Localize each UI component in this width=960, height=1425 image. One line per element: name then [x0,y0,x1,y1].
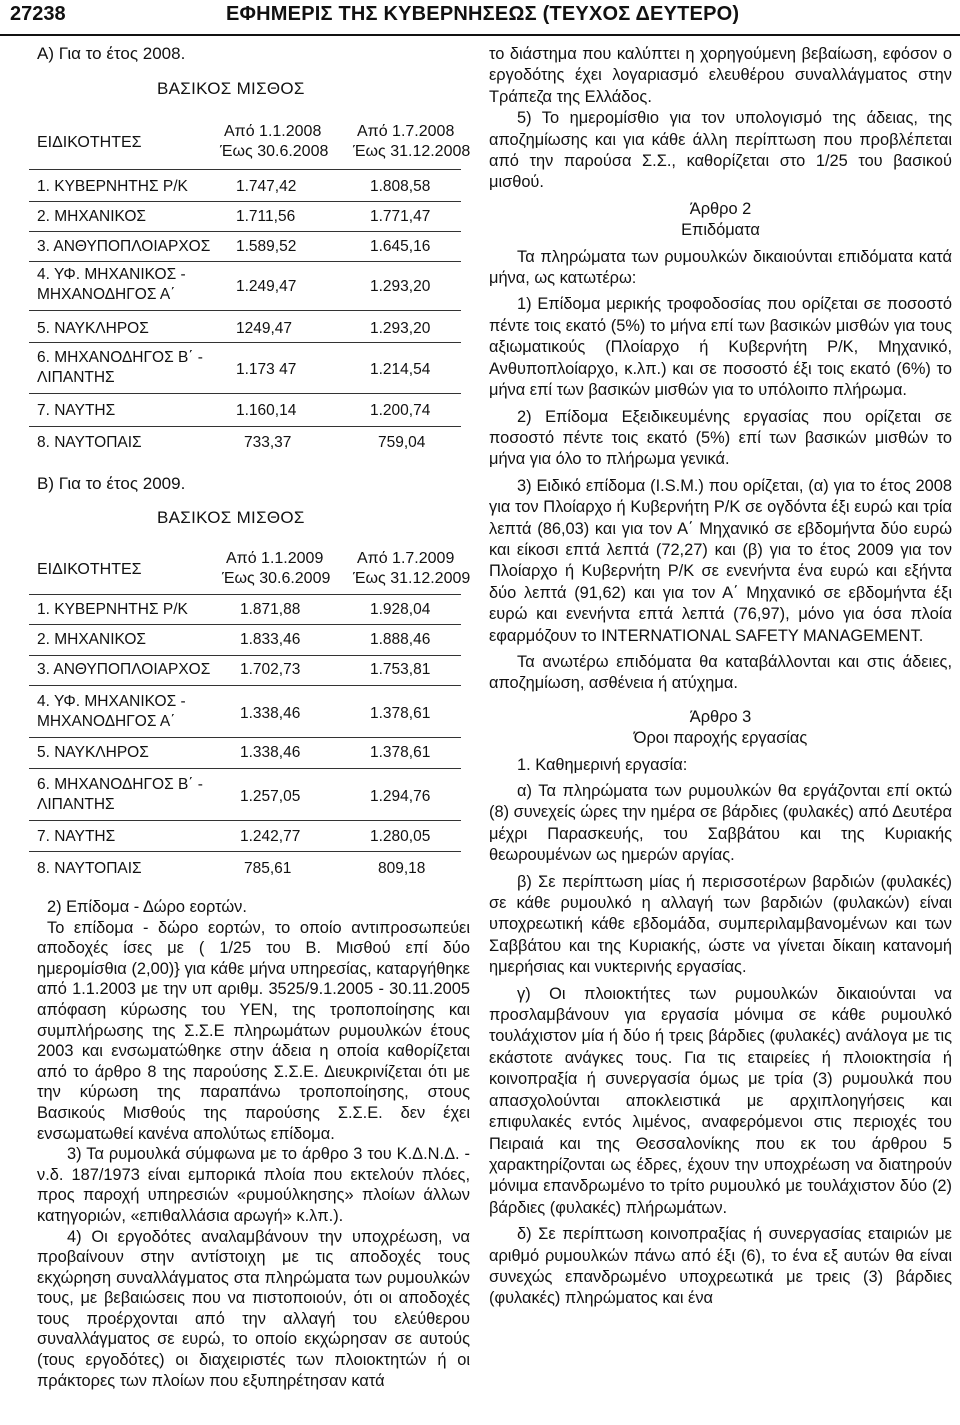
row-value-h2: 1.771,47 [370,208,431,225]
row-specialty: 6. ΜΗΧΑΝΟΔΗΓΟΣ Β΄ - [37,349,203,366]
row-value-h2: 809,18 [378,860,426,877]
row-specialty: 1. ΚΥΒΕΡΝΗΤΗΣ Ρ/Κ [37,601,188,618]
section-a-col1-from: Από 1.1.2008 [224,123,322,140]
row-specialty: 8. ΝΑΥΤΟΠΑΙΣ [37,434,142,451]
gazette-title: ΕΦΗΜΕΡΙΣ ΤΗΣ ΚΥΒΕΡΝΗΣΕΩΣ (ΤΕΥΧΟΣ ΔΕΥΤΕΡΟ) [226,3,740,25]
article-2-item-3: 3) Ειδικό επίδομα (I.S.M.) που ορίζεται, (α) για το έτος 2008 για τον Πλοίαρχο ή Κυβερνήτη Ρ/Κ σε ογδόντα έξι ευρώ και τρία λεπτά (86,03) και για τον Α΄ Μηχανικό σε εβδομήντα δύο ευρώ και είκοσι επτά λεπτά (72,27) και (β) για το έτος 2009 για τον Πλοίαρχο ή Κυβερνήτη Ρ/Κ σε ενενήντα ένα ευρώ και εξήντα δύο λεπτά (91,62) και για τον Α΄ Μηχανικό σε εβδομήντα έξι ευρώ και ενενήντα επτά λεπτά (76,97), μόνο για όσα πλοία εφαρμόζουν το INTERNATIONAL SAFETY MANAGEMENT. [489,476,952,645]
row-value-h2: 759,04 [378,434,426,451]
daily-wage-paragraph: 5) Το ημερομίσθιο για τον υπολογισμό της άδειας, της αποζημίωσης και για κάθε άλλη περίπτωση που προβλέπεται από την παρούσα Σ.Σ., καθορίζεται στο 1/25 του βασικού μισθού. [489,109,952,192]
article-3-subtitle: Όροι παροχής εργασίας [633,729,808,748]
row-specialty: 5. ΝΑΥΚΛΗΡΟΣ [37,744,149,761]
article-3-title: Άρθρο 3 [689,707,752,726]
row-rule [29,624,461,625]
article-3-item-1: 1. Καθημερινή εργασία: [517,755,688,774]
row-value-h1: 1.242,77 [240,828,301,845]
row-value-h2: 1.808,58 [370,178,431,195]
page-number: 27238 [10,3,66,25]
row-value-h2: 1.280,05 [370,828,431,845]
bonus-heading: 2) Επίδομα - Δώρο εορτών. [47,898,247,916]
row-value-h2: 1.294,76 [370,788,431,805]
row-value-h1: 1.702,73 [240,661,301,678]
row-rule [29,851,461,852]
section-b-col-specialty: ΕΙΔΙΚΟΤΗΤΕΣ [37,561,142,578]
row-value-h1: 1.338,46 [240,705,301,722]
employers-paragraph: 4) Οι εργοδότες αναλαμβάνουν την υποχρέωση, να προβαίνουν στην αντίστοιχη με τις αποδοχές τους εκχώρηση συναλλάγματος στα πληρώματα των ρυμουλκών τους, με βεβαιώσεις που να πιστοποιούν, ότι οι αποδοχές τους προέρχονται από την αλλαγή του ελεύθερου συναλλάγματος σε ευρώ, το οποίο εκχώρησαν σε αυτούς (τους εργοδότες) οι διαχειριστές των πλοιοκτητών ή οι πράκτορες των πλοίων που εξυπηρέτησαν κατά [37,1227,470,1390]
section-b-col2-from: Από 1.7.2009 [357,550,455,567]
article-2-title: Άρθρο 2 [689,199,752,218]
section-a-col2-header [353,122,470,162]
article-3-item-c: γ) Οι πλοιοκτήτες των ρυμουλκών δικαιούνται να προσλαμβάνουν για εργασία μόνιμα σε κάθε ρυμουλκό τουλάχιστον μία ή δύο ή τρεις βάρδιες (φυλακές) ανάλογα με τις εκάστοτε ανάγκες τους. Για τις εταιρείες ή πλοιοκτησία ή κοινοπραξία ή συνεργασία όμως με τρία (3) ρυμουλκά που απασχολούνται αποκλειστικά με αρχιπλοηγήσεις και επιφυλακές εντός λιμένος, αναφερόμενοι στις περιοχές του Πειραιά και της Θεσσαλονίκης που εκ του άρθρου 5 χαρακτηρίζονται ως έδρες, έχουν την υποχρέωση να διατηρούν μόνιμα επανδρωμένο το τρίτο ρυμουλκό με τουλάχιστον δύο (2) βάρδιες (φυλακές) πλήρωμάτων. [489,984,952,1217]
tugboats-paragraph: 3) Τα ρυμουλκά σύμφωνα με το άρθρο 3 του Κ.Δ.Ν.Δ. - ν.δ. 187/1973 είναι εμπορικά πλοία που εκτελούν πλόες, προς παροχή υπηρεσιών «ρυμούλκησης» πλοίων άλλων κατηγοριών, «επιθαλλάσια αρωγή» κ.λπ.). [37,1145,470,1225]
row-rule [29,820,461,821]
section-b-col2-to: Έως 31.12.2009 [353,570,471,587]
section-a-table-title: ΒΑΣΙΚΟΣ ΜΙΣΘΟΣ [157,79,305,98]
section-b-table-title: ΒΑΣΙΚΟΣ ΜΙΣΘΟΣ [157,508,305,527]
row-value-h2: 1.378,61 [370,705,431,722]
article-2-item-2: 2) Επίδομα Εξειδικευμένης εργασίας που ορίζεται σε ποσοστό πέντε τοις εκατό (5%) επί των βασικών μισθών το μήνα για όλο το πλήρωμα γενικά. [489,407,952,469]
row-value-h2: 1.888,46 [370,631,431,648]
row-specialty: 7. ΝΑΥΤΗΣ [37,402,116,419]
row-value-h1: 1.747,42 [236,178,297,195]
section-a-col2-from: Από 1.7.2008 [357,123,455,140]
row-specialty-line2: ΜΗΧΑΝΟΔΗΓΟΣ Α΄ [37,713,176,730]
row-value-h2: 1.378,61 [370,744,431,761]
row-rule [29,393,461,394]
section-b-col1-to: Έως 30.6.2009 [222,570,331,587]
row-value-h1: 1.338,46 [240,744,301,761]
article-2-item-1: 1) Επίδομα μερικής τροφοδοσίας που ορίζεται σε ποσοστό πέντε τοις εκατό (5%) το μήνα επί των βασικών μισθών για τους αξιωματικούς (Πλοίαρχο ή Κυβερνήτη Ρ/Κ, Μηχανικό, Ανθυποπλοίαρχο, κ.λπ.) και σε ποσοστό έξι τοις εκατό (6%) το μήνα επί των βασικών μισθών για το υπόλοιπο πλήρωμα. [489,295,952,400]
row-value-h1: 1.711,56 [236,208,296,225]
row-value-h1: 1.257,05 [240,788,301,805]
row-value-h1: 1.871,88 [240,601,301,618]
row-specialty: 3. ΑΝΘΥΠΟΠΛΟΙΑΡΧΟΣ [37,661,211,678]
row-value-h1: 733,37 [244,434,292,451]
section-b-col2-header [353,549,470,589]
row-value-h1: 1.833,46 [240,631,301,648]
article-2-closing: Τα ανωτέρω επιδόματα θα καταβάλλονται και στις άδειες, αποζημίωση, ασθένεια ή ατύχημα. [489,652,952,693]
continuation-paragraph: το διάστημα που καλύπτει η χορηγούμενη βεβαίωση, εφόσον ο εργοδότης έχει λογαριασμό ελευθέρου συναλλάγματος στην Τράπεζα της Ελλάδος. [489,45,952,106]
article-3-item-a: α) Τα πληρώματα των ρυμουλκών θα εργάζονται επί οκτώ (8) συνεχείς ώρες την ημέρα σε βάρδιες (φυλακές) από Δευτέρα μέχρι Παρασκευής, του Σαββάτου και της Κυριακής θεωρουμένων ως ημερών αργίας. [489,782,952,865]
row-value-h2: 1.753,81 [370,661,431,678]
row-specialty: 5. ΝΑΥΚΛΗΡΟΣ [37,320,149,337]
row-rule [29,426,461,427]
row-value-h1: 1.589,52 [236,238,297,255]
row-value-h2: 1.293,20 [370,278,431,295]
row-rule [29,685,461,686]
section-b-col1-header [222,549,330,589]
article-3-item-b: β) Σε περίπτωση μίας ή περισσοτέρων βαρδιών (φυλακές) σε κάθε ρυμουλκό η αλλαγή των βαρδιών (φυλακών) είναι υποχρεωτική κάθε εβδομάδα, συμπεριλαμβανομένων και των Σαββάτου και της Κυριακής, ώστε να γίνεται δίκαιη κατανομή ημερήσιας και νυκτερινής εργασίας. [489,872,952,977]
row-specialty: 7. ΝΑΥΤΗΣ [37,828,116,845]
row-value-h1: 785,61 [244,860,292,877]
row-specialty-line2: ΜΗΧΑΝΟΔΗΓΟΣ Α΄ [37,286,176,303]
row-rule [29,310,461,311]
row-specialty: 4. ΥΦ. ΜΗΧΑΝΙΚΟΣ - [37,266,186,283]
row-specialty: 4. ΥΦ. ΜΗΧΑΝΙΚΟΣ - [37,693,186,710]
article-2-intro: Τα πληρώματα των ρυμουλκών δικαιούνται επιδόματα κατά μήνα, ως κατωτέρω: [489,247,952,288]
left-body-text [37,897,470,1391]
bonus-paragraph: Το επίδομα - δώρο εορτών, το οποίο αντιπροσωπεύει αποδοχές ίσες με ( 1/25 του Β. Μισθού επί δύο ημερομίσθια (2,00)} για κάθε μήνα υπηρεσίας, καταργήθηκε από 1.1.2003 με την υπ αριθμ. 3525/9.1.2005 - 30.11.2005 απόφαση κύρωσης του ΥΕΝ, της τροποποίησης και συμπλήρωσης της Σ.Σ.Ε πληρωμάτων ρυμουλκών έτους 2003 και ενσωματώθηκε στην άδεια η οποία καθορίζεται από το άρθρο 8 της παρούσης Σ.Σ.Ε. Διευκρινίζεται ότι με την κύρωση της παραπάνω τροποποίησης, στους Βασικούς Μισθούς της παρούσης Σ.Σ.Ε. δεν έχει ενσωματωθεί κανένα απολύτως επίδομα. [37,918,470,1143]
row-rule [29,768,461,769]
section-b-col1-from: Από 1.1.2009 [226,550,324,567]
section-a-heading: Α) Για το έτος 2008. [37,44,186,63]
section-a-col-specialty: ΕΙΔΙΚΟΤΗΤΕΣ [37,134,142,151]
row-value-h2: 1.645,16 [370,238,431,255]
row-specialty-line2: ΛΙΠΑΝΤΗΣ [37,796,115,813]
row-rule [29,261,461,262]
article-3-item-d: δ) Σε περίπτωση κοινοπραξίας ή συνεργασίας εταιριών με αριθμό ρυμουλκών πάνω από έξι (6), το ένα εξ αυτών θα είναι συνεχώς επανδρωμένο υποχρεωτικά με τρεις (3) βάρδιες (φυλακές) πληρώματος και ένα [489,1225,952,1308]
section-a-col2-to: Έως 31.12.2008 [353,143,471,160]
right-column [489,44,952,1310]
row-rule [29,342,461,343]
section-b-heading: Β) Για το έτος 2009. [37,474,186,493]
row-specialty: 3. ΑΝΘΥΠΟΠΛΟΙΑΡΧΟΣ [37,238,211,255]
row-value-h1: 1249,47 [236,320,293,337]
row-value-h1: 1.173 47 [236,361,297,378]
row-rule [29,655,461,656]
row-specialty-line2: ΛΙΠΑΝΤΗΣ [37,369,115,386]
row-specialty: 2. ΜΗΧΑΝΙΚΟΣ [37,208,147,225]
row-rule [29,737,461,738]
row-specialty: 8. ΝΑΥΤΟΠΑΙΣ [37,860,142,877]
section-a-header-rule [29,169,461,170]
row-value-h2: 1.928,04 [370,601,431,618]
row-specialty: 6. ΜΗΧΑΝΟΔΗΓΟΣ Β΄ - [37,776,203,793]
section-a-col1-header [220,122,328,162]
row-specialty: 2. ΜΗΧΑΝΙΚΟΣ [37,631,147,648]
row-value-h1: 1.249,47 [236,278,297,295]
row-value-h2: 1.214,54 [370,361,431,378]
row-value-h2: 1.200,74 [370,402,431,419]
row-rule [29,231,461,232]
section-b-header-rule [29,594,461,595]
row-value-h1: 1.160,14 [236,402,297,419]
row-rule [29,201,461,202]
article-2-subtitle: Επιδόματα [681,221,760,240]
section-a-col1-to: Έως 30.6.2008 [220,143,329,160]
row-specialty: 1. ΚΥΒΕΡΝΗΤΗΣ Ρ/Κ [37,178,188,195]
row-value-h2: 1.293,20 [370,320,431,337]
